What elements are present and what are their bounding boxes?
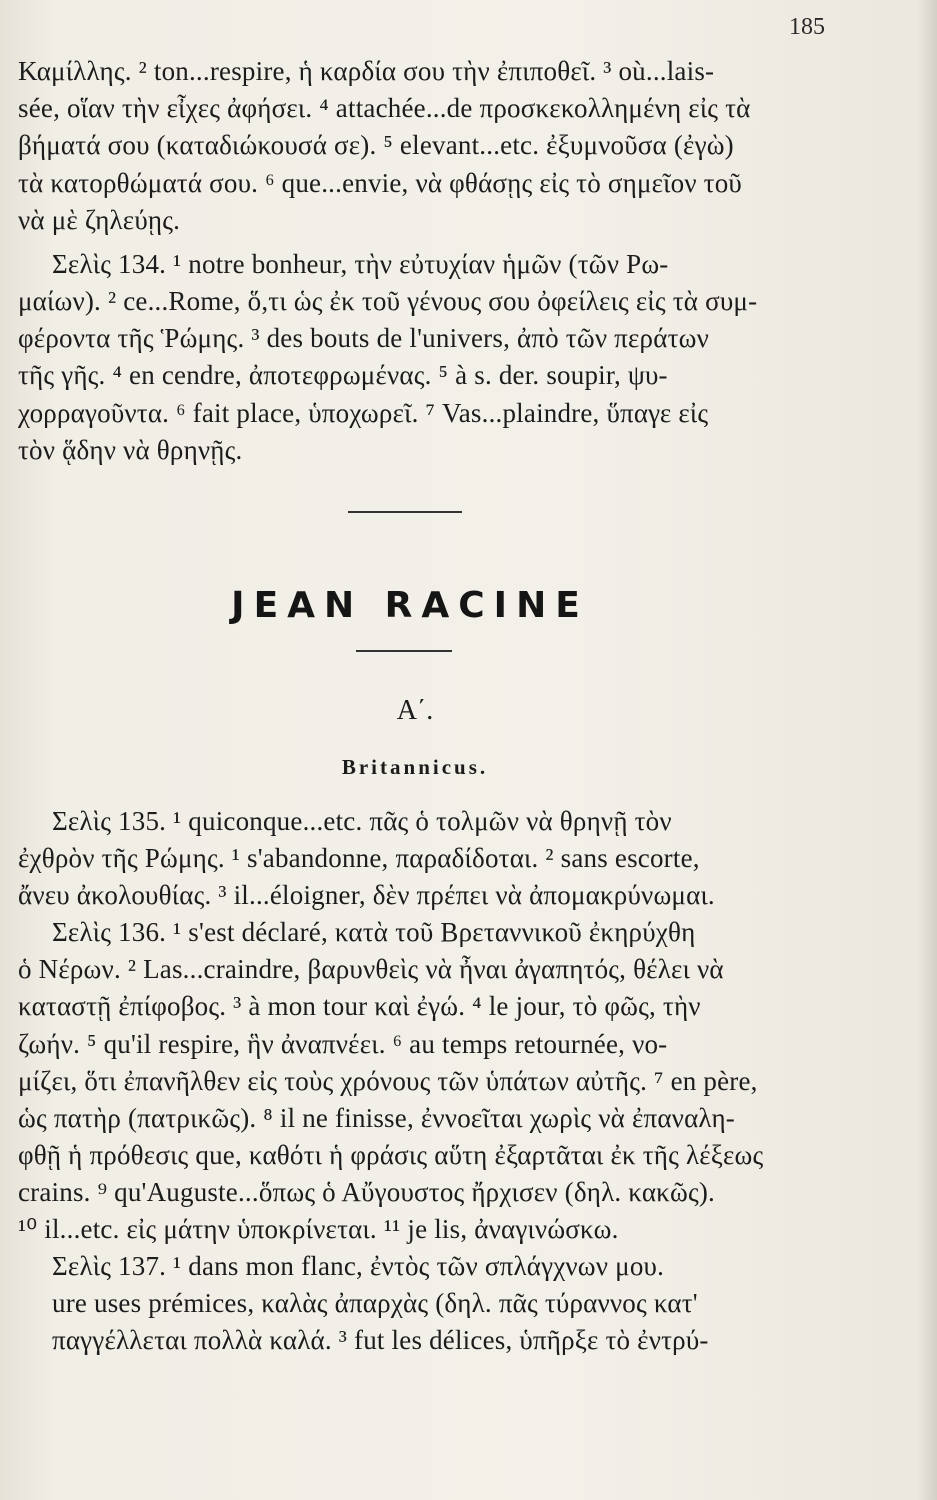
note-line: τὸν ᾅδην νὰ θρηνῇς. [18, 435, 243, 465]
note-line: Καμίλλης. ² ton...respire, ἡ καρδία σου τὴν ἐπιποθεῖ. ³ où...lais- [18, 56, 715, 86]
note-line: crains. ⁹ qu'Auguste...ὅπως ὁ Αὔγουστος ἤρχισεν (δηλ. κακῶς). [18, 1177, 715, 1207]
page-number: 185 [789, 14, 825, 40]
part-label: A΄. [396, 695, 434, 726]
note-line: τὰ κατορθώματά σου. ⁶ que...envie, νὰ φθάσῃς εἰς τὸ σημεῖον τοῦ [18, 168, 742, 198]
play-title: Britannicus. [341, 755, 489, 779]
note-line: ure uses prémices, καλὰς ἀπαρχὰς (δηλ. πᾶς τύραννος κατ' [52, 1288, 698, 1318]
note-line: καταστῇ ἐπίφοβος. ³ à mon tour καὶ ἐγώ. ⁴ le jour, τὸ φῶς, τὴν [18, 991, 701, 1021]
note-line: ὁ Νέρων. ² Las...craindre, βαρυνθεὶς νὰ ἦναι ἀγαπητός, θέλει νὰ [18, 954, 724, 984]
note-line: παγγέλλεται πολλὰ καλά. ³ fut les délices, ὑπῆρξε τὸ ἐντρύ- [52, 1325, 709, 1355]
note-line: ἐχθρὸν τῆς Ρώμης. ¹ s'abandonne, παραδίδοται. ² sans escorte, [18, 843, 700, 873]
note-line: μαίων). ² ce...Rome, ὅ,τι ὡς ἐκ τοῦ γένους σου ὀφείλεις εἰς τὰ συμ- [18, 286, 758, 316]
note-line: ὡς πατὴρ (πατρικῶς). ⁸ il ne finisse, ἐννοεῖται χωρὶς νὰ ἐπαναλη- [18, 1103, 735, 1133]
note-line: μίζει, ὅτι ἐπανῆλθεν εἰς τοὺς χρόνους τῶν ὑπάτων αὐτῆς. ⁷ en père, [18, 1066, 758, 1096]
divider-rule [348, 511, 462, 513]
note-line: φθῇ ἡ πρόθεσις que, καθότι ἡ φράσις αὕτη ἐξαρτᾶται ἐκ τῆς λέξεως [18, 1140, 764, 1170]
note-line: φέροντα τῆς Ῥώμης. ³ des bouts de l'univers, ἀπὸ τῶν περάτων [18, 323, 709, 353]
section-title: JEAN RACINE [231, 585, 589, 626]
note-line: βήματά σου (καταδιώκουσά σε). ⁵ elevant...etc. ἐξυμνοῦσα (ἐγὼ) [18, 130, 734, 160]
note-line: ζωήν. ⁵ qu'il respire, ἣν ἀναπνέει. ⁶ au temps retournée, νο- [18, 1029, 668, 1059]
title-underline [356, 650, 452, 652]
note-line: χορραγοῦντα. ⁶ fait place, ὑποχωρεῖ. ⁷ Vas...plaindre, ὕπαγε εἰς [18, 398, 709, 428]
section-note-134: Σελὶς 134. ¹ notre bonheur, τὴν εὐτυχίαν ἡμῶν (τῶν Ρω- [52, 249, 669, 279]
note-line: νὰ μὲ ζηλεύῃς. [18, 205, 181, 235]
section-note-137: Σελὶς 137. ¹ dans mon flanc, ἐντὸς τῶν σπλάγχνων μου. [52, 1251, 665, 1281]
note-line: τῆς γῆς. ⁴ en cendre, ἀποτεφρωμένας. ⁵ à s. der. soupir, ψυ- [18, 360, 668, 390]
note-line: ἄνευ ἀκολουθίας. ³ il...éloigner, δὲν πρέπει νὰ ἀπομακρύνωμαι. [18, 880, 715, 910]
section-note-135: Σελὶς 135. ¹ quiconque...etc. πᾶς ὁ τολμῶν νὰ θρηνῇ τὸν [52, 806, 672, 836]
note-line: ¹⁰ il...etc. εἰς μάτην ὑποκρίνεται. ¹¹ je lis, ἀναγινώσκω. [18, 1214, 619, 1244]
section-note-136: Σελὶς 136. ¹ s'est déclaré, κατὰ τοῦ Βρεταννικοῦ ἐκηρύχθη [52, 917, 696, 947]
note-line: sée, οἵαν τὴν εἶχες ἀφήσει. ⁴ attachée...de προσκεκολλημένη εἰς τὰ [18, 93, 751, 123]
page-shadow [917, 0, 937, 1500]
